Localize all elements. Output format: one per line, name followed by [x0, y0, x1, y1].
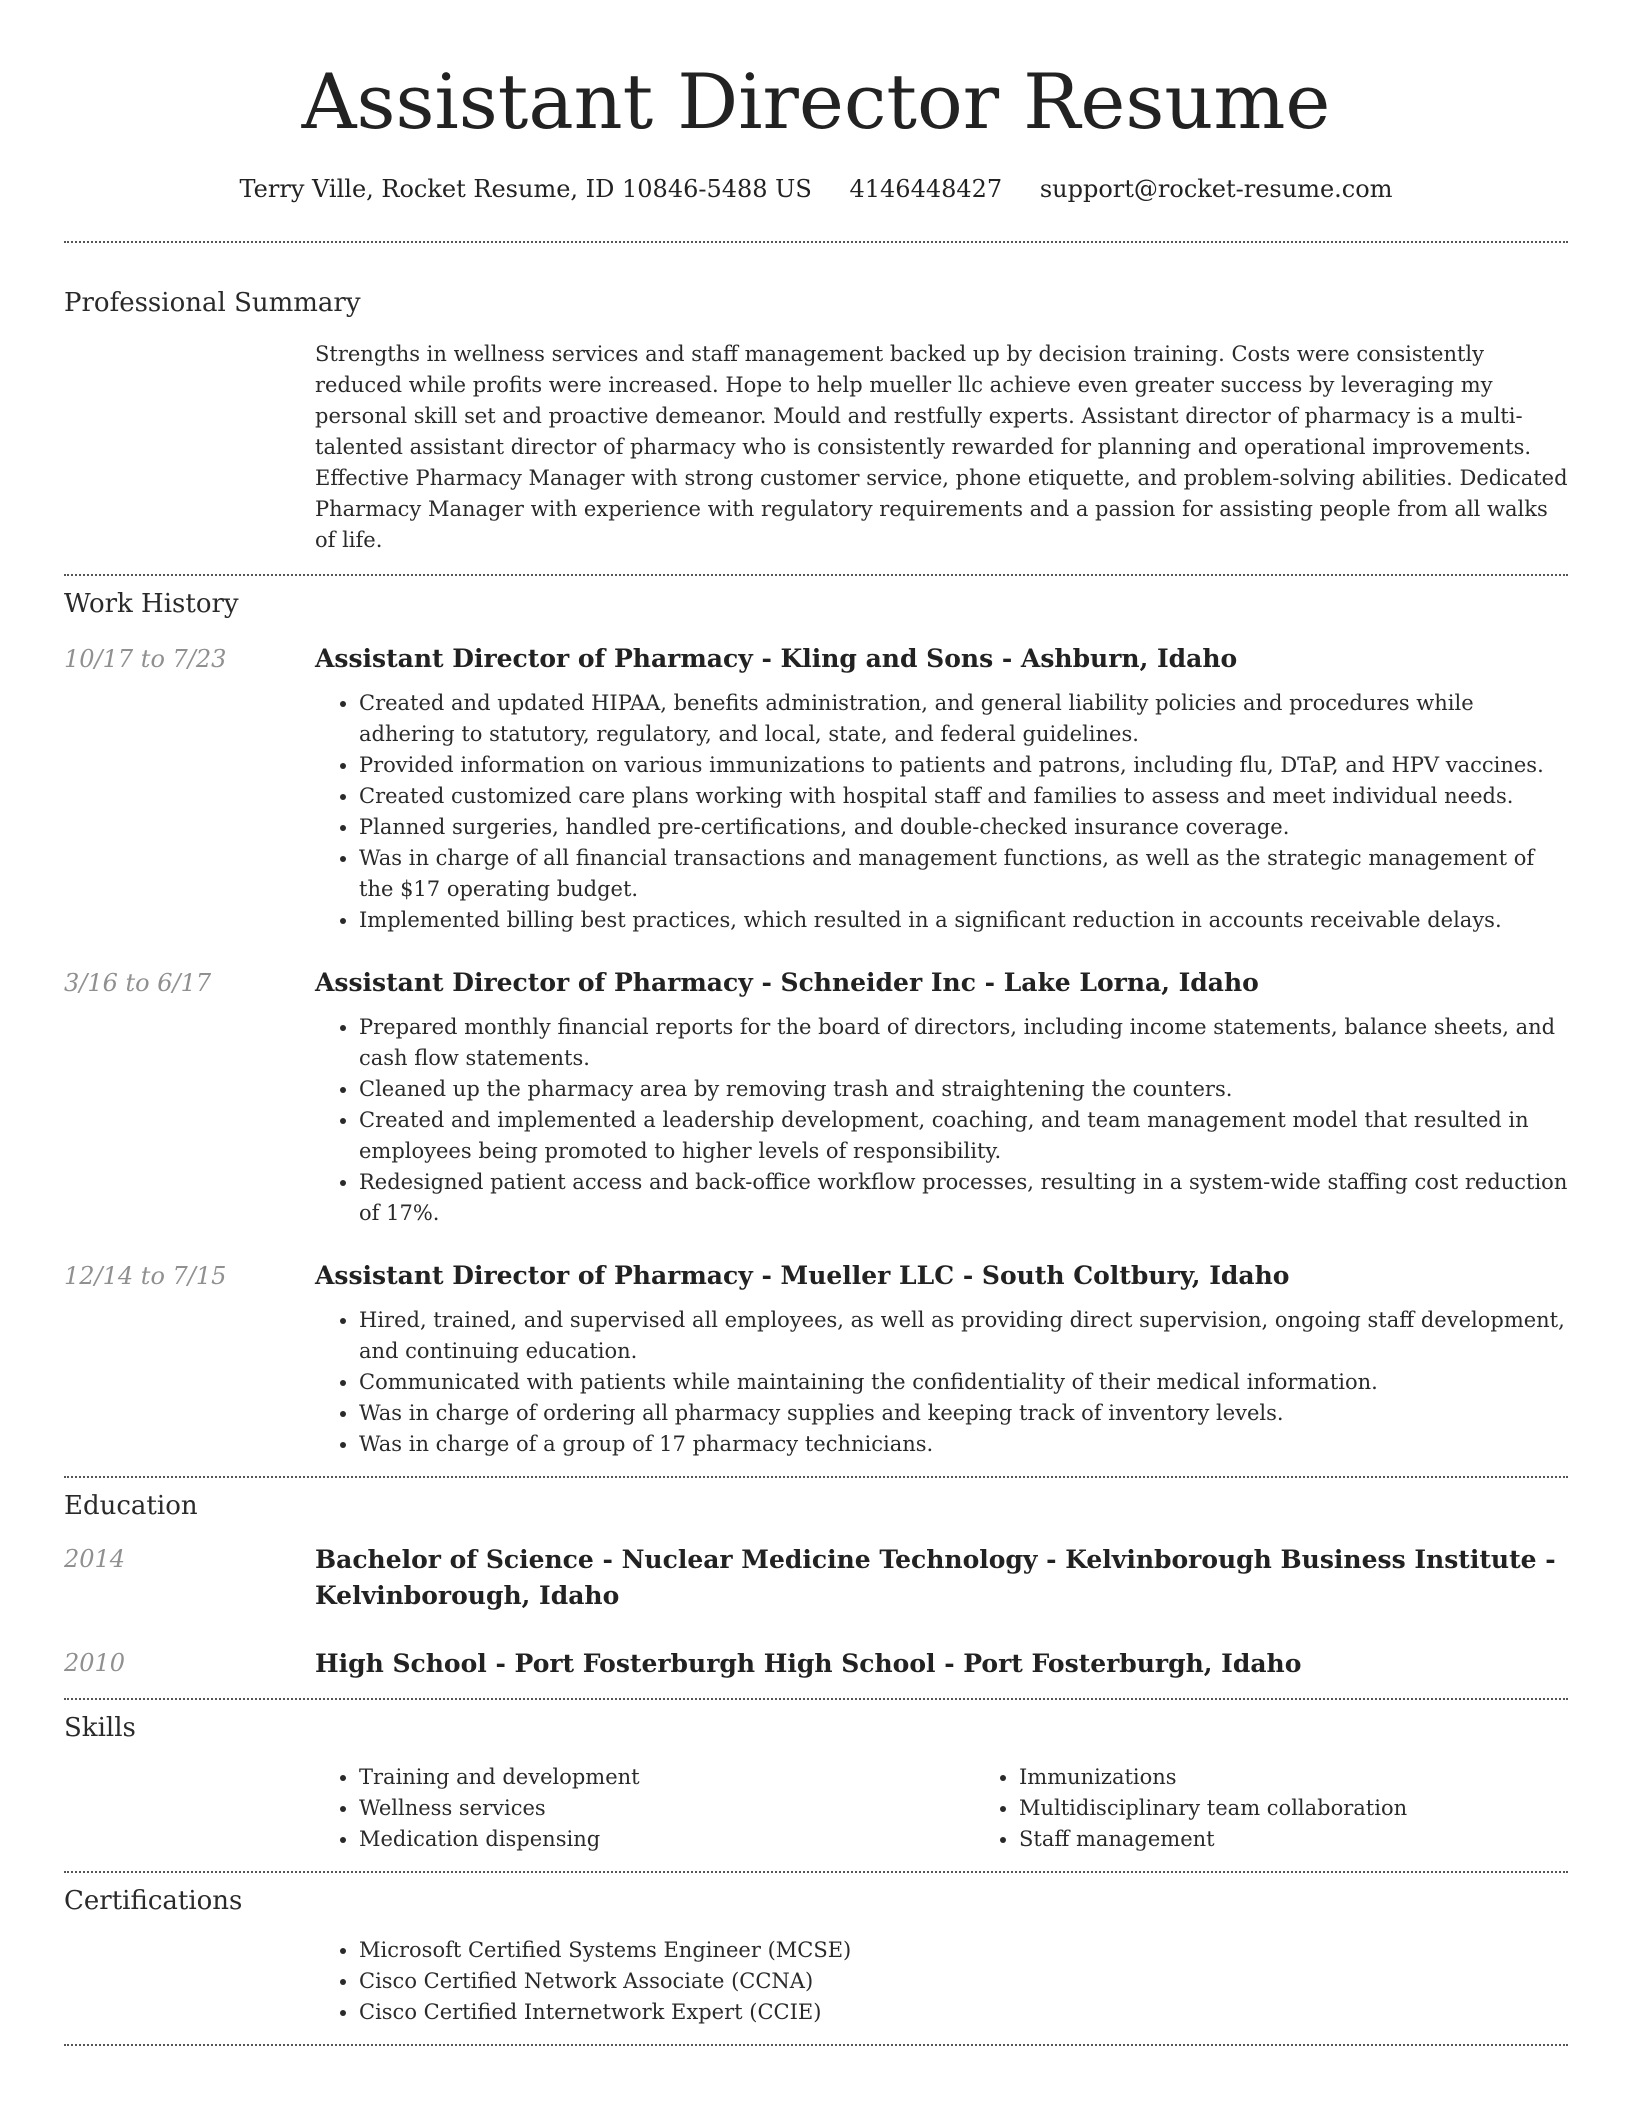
job-entry — [64, 966, 1568, 1229]
list-item: • Prepared monthly financial reports for the board of directors, including income statements, balance sheets, and cash flow statements. — [359, 1012, 1568, 1074]
summary-body — [315, 339, 1568, 556]
work-section — [64, 576, 1568, 1476]
job-dates: 12/14 to 7/15 — [64, 1262, 227, 1290]
list-item: • Cleaned up the pharmacy area by removing trash and straightening the counters. — [359, 1074, 1568, 1105]
job-entry — [64, 1259, 1568, 1460]
list-item: • Redesigned patient access and back-office workflow processes, resulting in a system-wide staffing cost reduction of 17%. — [359, 1167, 1568, 1229]
skills-column-2 — [975, 1762, 1632, 1855]
list-item: • Staff management — [1019, 1824, 1632, 1855]
section-title-skills: Skills — [64, 1713, 136, 1743]
job-bullets — [315, 1012, 1568, 1229]
education-details — [315, 1646, 1568, 1682]
list-item: • Planned surgeries, handled pre-certifications, and double-checked insurance coverage. — [359, 812, 1568, 843]
section-title-education: Education — [64, 1491, 198, 1521]
page-title: Assistant Director Resume — [301, 57, 1331, 146]
education-title: Bachelor of Science - Nuclear Medicine Technology - Kelvinborough Business Institute - Kelvinborough, Idaho — [315, 1545, 1556, 1610]
contact-phone: 4146448427 — [849, 175, 1003, 203]
education-title: High School - Port Fosterburgh High School - Port Fosterburgh, Idaho — [315, 1649, 1302, 1678]
resume-header — [64, 0, 1568, 203]
education-entry — [64, 1646, 1568, 1682]
list-item: • Was in charge of a group of 17 pharmacy technicians. — [359, 1429, 1568, 1460]
list-item: • Medication dispensing — [359, 1824, 975, 1855]
job-title: Assistant Director of Pharmacy - Kling and Sons - Ashburn, Idaho — [315, 644, 1238, 673]
section-title-summary: Professional Summary — [64, 288, 361, 318]
job-details — [315, 642, 1568, 936]
list-item: • Created and updated HIPAA, benefits administration, and general liability policies and procedures while adhering to statutory, regulatory, and local, state, and federal guidelines. — [359, 688, 1568, 750]
certifications-row — [64, 1935, 1568, 2028]
list-item: • Microsoft Certified Systems Engineer (MCSE) — [359, 1935, 1568, 1966]
summary-section — [64, 243, 1568, 574]
list-item: • Hired, trained, and supervised all employees, as well as providing direct supervision, ongoing staff development, and continuing education. — [359, 1305, 1568, 1367]
education-year: 2010 — [64, 1649, 126, 1677]
certifications-body — [315, 1935, 1568, 2028]
list-item: • Wellness services — [359, 1793, 975, 1824]
summary-left-gutter — [64, 339, 315, 556]
job-entry — [64, 642, 1568, 936]
list-item: • Was in charge of all financial transactions and management functions, as well as the strategic management of the $17 operating budget. — [359, 843, 1568, 905]
section-title-certifications: Certifications — [64, 1886, 243, 1916]
list-item: • Multidisciplinary team collaboration — [1019, 1793, 1632, 1824]
skills-section — [64, 1700, 1568, 1871]
contact-address: Terry Ville, Rocket Resume, ID 10846-5488 US — [239, 175, 812, 203]
list-item: • Cisco Certified Internetwork Expert (CCIE) — [359, 1997, 1568, 2028]
job-bullets — [315, 688, 1568, 936]
education-year: 2014 — [64, 1545, 126, 1573]
contact-line — [64, 172, 1568, 206]
list-item: • Cisco Certified Network Associate (CCNA) — [359, 1966, 1568, 1997]
skills-grid — [315, 1762, 1632, 1855]
list-item: • Created customized care plans working with hospital staff and families to assess and meet individual needs. — [359, 781, 1568, 812]
list-item: • Immunizations — [1019, 1762, 1632, 1793]
job-title: Assistant Director of Pharmacy - Mueller LLC - South Coltbury, Idaho — [315, 1261, 1290, 1290]
list-item: • Implemented billing best practices, which resulted in a significant reduction in accounts receivable delays. — [359, 905, 1568, 936]
contact-email: support@rocket-resume.com — [1039, 175, 1393, 203]
skills-row — [64, 1762, 1568, 1855]
list-item: • Training and development — [359, 1762, 975, 1793]
section-title-work: Work History — [64, 589, 239, 619]
list-item: • Created and implemented a leadership development, coaching, and team management model that resulted in employees being promoted to higher levels of responsibility. — [359, 1105, 1568, 1167]
summary-row — [64, 339, 1568, 556]
job-dates: 3/16 to 6/17 — [64, 969, 212, 997]
job-bullets — [315, 1305, 1568, 1460]
job-details — [315, 1259, 1568, 1460]
skills-left-gutter — [64, 1762, 315, 1855]
job-details — [315, 966, 1568, 1229]
education-entry — [64, 1542, 1568, 1614]
education-details — [315, 1542, 1568, 1614]
skills-column-1 — [315, 1762, 975, 1855]
certifications-list — [315, 1935, 1568, 2028]
job-title: Assistant Director of Pharmacy - Schneider Inc - Lake Lorna, Idaho — [315, 968, 1259, 997]
job-dates: 10/17 to 7/23 — [64, 645, 227, 673]
list-item: • Communicated with patients while maintaining the confidentiality of their medical information. — [359, 1367, 1568, 1398]
certifications-section — [64, 1873, 1568, 2044]
list-item: • Provided information on various immunizations to patients and patrons, including flu, DTaP, and HPV vaccines. — [359, 750, 1568, 781]
certifications-left-gutter — [64, 1935, 315, 2028]
education-section — [64, 1478, 1568, 1698]
list-item: • Was in charge of ordering all pharmacy supplies and keeping track of inventory levels. — [359, 1398, 1568, 1429]
certifications-divider — [64, 2044, 1568, 2046]
summary-text: Strengths in wellness services and staff management backed up by decision training. Costs were consistently reduced while profits were increased. Hope to help mueller llc achieve even greater success by leveraging my personal skill set and proactive demeanor. Mould and restfully experts. Assistant director of pharmacy is a multi-talented assistant director of pharmacy who is consistently rewarded for planning and operational improvements. Effective Pharmacy Manager with strong customer service, phone etiquette, and problem-solving abilities. Dedicated Pharmacy Manager with experience with regulatory requirements and a passion for assisting people from all walks of life. — [315, 342, 1568, 552]
